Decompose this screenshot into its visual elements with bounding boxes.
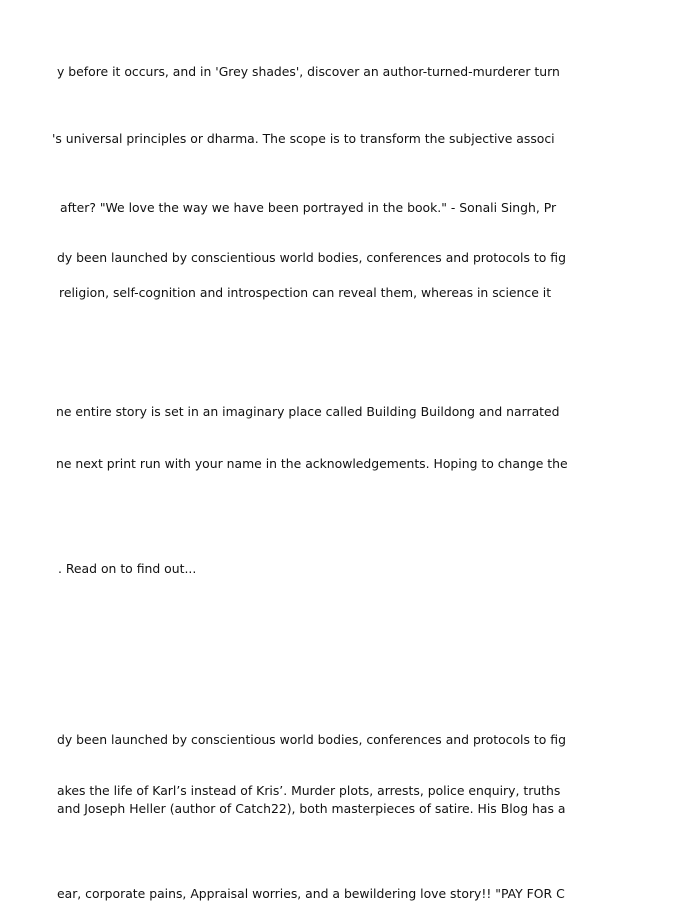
text-line-3: after? "We love the way we have been portrayed in the book." - Sonali Singh, Pr (60, 200, 557, 215)
text-line-1: y before it occurs, and in 'Grey shades', discover an author-turned-murderer turn (57, 64, 560, 79)
text-line-9-clip (0, 731, 570, 749)
text-line-7: ne next print run with your name in the acknowledgements. Hoping to change the (56, 456, 568, 471)
text-line-8-clip (0, 560, 570, 578)
text-line-8: . Read on to find out... (58, 561, 197, 576)
text-line-12: ear, corporate pains, Appraisal worries, and a bewildering love story!! "PAY FOR C (57, 886, 565, 901)
text-line-5: religion, self-cognition and introspection can reveal them, whereas in science it (59, 285, 552, 300)
text-line-5-clip (0, 284, 570, 302)
text-line-11: and Joseph Heller (author of Catch22), both masterpieces of satire. His Blog has a (57, 801, 566, 816)
text-line-10: akes the life of Karl’s instead of Kris’. Murder plots, arrests, police enquiry, truths (57, 783, 561, 798)
text-line-7-clip (0, 455, 570, 473)
text-line-2-clip (0, 130, 570, 148)
text-line-4: dy been launched by conscientious world bodies, conferences and protocols to fig (57, 250, 566, 265)
text-line-2: 's universal principles or dharma. The scope is to transform the subjective associ (52, 131, 555, 146)
text-line-3-clip (0, 199, 570, 217)
text-line-4-clip (0, 249, 570, 267)
text-line-12-clip (0, 885, 570, 903)
text-line-11-clip (0, 800, 570, 818)
text-line-1-clip (0, 63, 570, 81)
text-line-9: dy been launched by conscientious world bodies, conferences and protocols to fig (57, 732, 566, 747)
text-line-10-clip (0, 782, 570, 800)
text-line-6-clip (0, 403, 570, 421)
text-line-6: ne entire story is set in an imaginary place called Building Buildong and narrated (56, 404, 560, 419)
